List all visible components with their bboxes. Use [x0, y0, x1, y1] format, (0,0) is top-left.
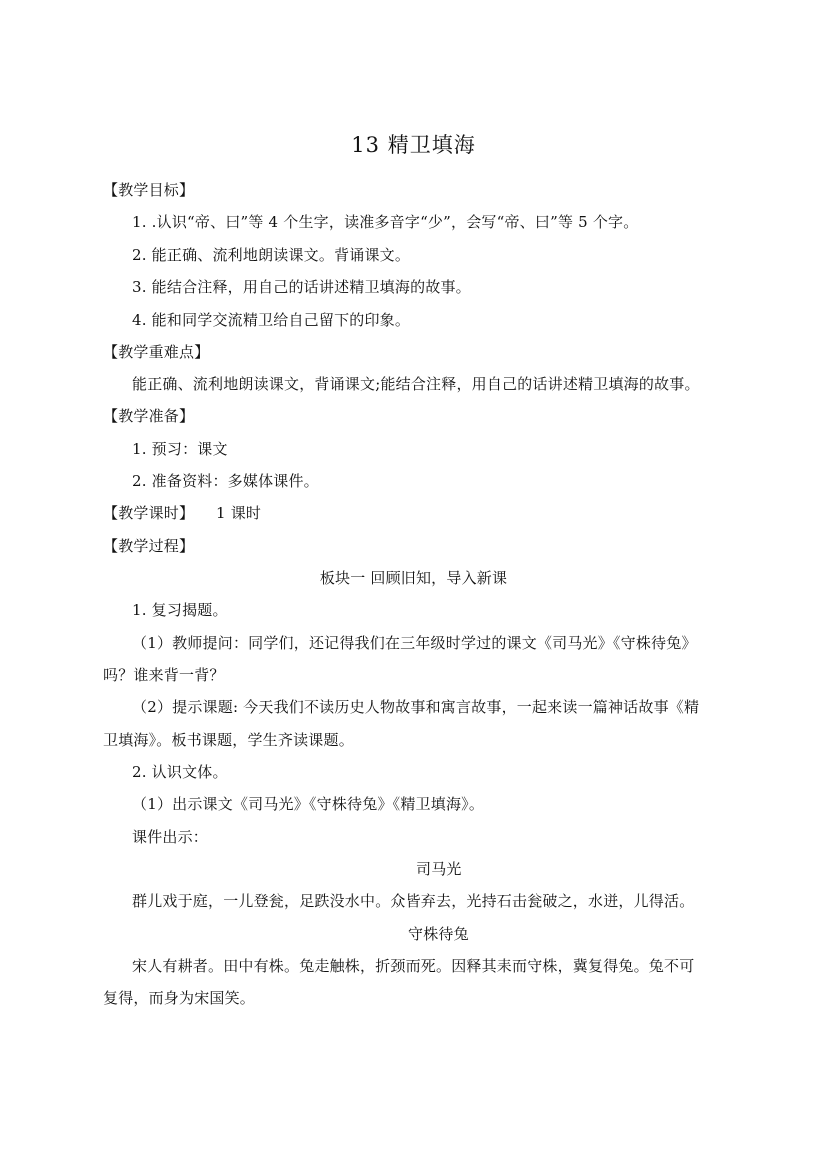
- text1-title: 司马光: [416, 860, 462, 878]
- preparation-item-2: 2. 准备资料：多媒体课件。: [132, 472, 319, 490]
- process-heading: 【教学过程】: [103, 537, 195, 555]
- process-line-8: 课件出示：: [132, 828, 209, 846]
- process-line-6: 2. 认识文体。: [132, 763, 228, 781]
- process-line-2: （1）教师提问：同学们，还记得我们在三年级时学过的课文《司马光》《守株待兔》: [132, 634, 697, 652]
- goals-heading: 【教学目标】: [103, 181, 195, 199]
- goal-item-3: 3. 能结合注释，用自己的话讲述精卫填海的故事。: [132, 278, 471, 296]
- process-line-7: （1）出示课文《司马光》《守株待兔》《精卫填海》。: [132, 795, 485, 813]
- page-title: 13 精卫填海: [351, 133, 476, 157]
- key-points-heading: 【教学重难点】: [103, 343, 210, 361]
- goal-item-4: 4. 能和同学交流精卫给自己留下的印象。: [132, 311, 411, 329]
- process-line-4: （2）提示课题: 今天我们不读历史人物故事和寓言故事，一起来读一篇神话故事《精: [132, 698, 700, 716]
- periods-heading: 【教学课时】: [103, 504, 195, 522]
- section-title: 板块一 回顾旧知，导入新课: [319, 569, 508, 587]
- preparation-heading: 【教学准备】: [103, 407, 195, 425]
- text2-title: 守株待兔: [408, 925, 469, 943]
- preparation-item-1: 1. 预习：课文: [132, 440, 228, 458]
- process-line-3: 吗？谁来背一背？: [103, 666, 225, 684]
- process-line-1: 1. 复习揭题。: [132, 601, 228, 619]
- process-line-5: 卫填海》。板书课题，学生齐读课题。: [103, 731, 354, 749]
- text2-line-1: 宋人有耕者。田中有株。兔走触株，折颈而死。因释其耒而守株，冀复得兔。兔不可: [132, 957, 695, 975]
- periods-value: 1 课时: [216, 504, 262, 522]
- key-points-text: 能正确、流利地朗读课文，背诵课文;能结合注释，用自己的话讲述精卫填海的故事。: [132, 375, 700, 393]
- goal-item-1: 1. .认识“帝、曰”等 4 个生字，读准多音字“少”，会写“帝、曰”等 5 个字。: [132, 213, 639, 231]
- text1-body: 群儿戏于庭，一儿登瓮，足跌没水中。众皆弃去，光持石击瓮破之，水迸，儿得活。: [132, 892, 695, 910]
- goal-item-2: 2. 能正确、流利地朗读课文。背诵课文。: [132, 246, 411, 264]
- text2-line-2: 复得，而身为宋国笑。: [103, 989, 256, 1007]
